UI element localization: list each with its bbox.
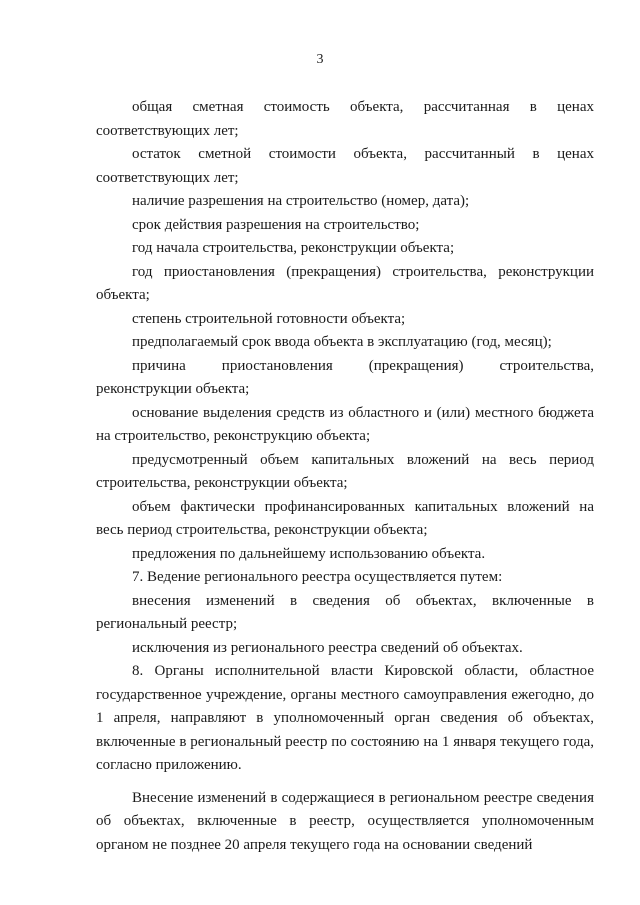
document-body [96,96,594,857]
paragraph: предполагаемый срок ввода объекта в эксплуатацию (год, месяц); [132,334,552,350]
paragraph: остаток сметной стоимости объекта, рассчитанный в ценах соответствующих лет; [96,146,594,186]
paragraph: основание выделения средств из областного и (или) местного бюджета на строительство, реконструкцию объекта; [96,404,594,444]
paragraph: исключения из регионального реестра сведений об объектах. [132,639,523,656]
paragraph: степень строительной готовности объекта; [132,310,406,327]
paragraph: предусмотренный объем капитальных вложений на весь период строительства, реконструкции объекта; [96,451,594,491]
paragraph: наличие разрешения на строительство (номер, дата); [132,193,470,209]
paragraph: общая сметная стоимость объекта, рассчитанная в ценах соответствующих лет; [96,99,594,139]
section-8-paragraph: 8. Органы исполнительной власти Кировской области, областное государственное учреждение, органы местного самоуправления ежегодно, до 1 апреля, направляют в уполномоченный орган сведения об объектах, включенные в региональный реестр по состоянию на 1 января текущего года, согласно приложению. [96,663,594,773]
paragraph: объем фактически профинансированных капитальных вложений на весь период строительства, реконструкции объекта; [96,498,594,538]
paragraph: внесения изменений в сведения об объектах, включенные в региональный реестр; [96,592,594,632]
paragraph: причина приостановления (прекращения) строительства, реконструкции объекта; [96,357,594,397]
paragraph: год приостановления (прекращения) строительства, реконструкции объекта; [96,263,594,303]
paragraph: Внесение изменений в содержащиеся в региональном реестре сведения об объектах, включенные в реестр, осуществляется уполномоченным органом не позднее 20 апреля текущего года на основании сведений [96,789,594,853]
paragraph: срок действия разрешения на строительство; [132,216,420,233]
section-7-heading: 7. Ведение регионального реестра осуществляется путем: [132,569,503,585]
page-number: 3 [316,52,324,67]
paragraph: год начала строительства, реконструкции объекта; [132,240,455,256]
paragraph: предложения по дальнейшему использованию объекта. [132,545,486,562]
